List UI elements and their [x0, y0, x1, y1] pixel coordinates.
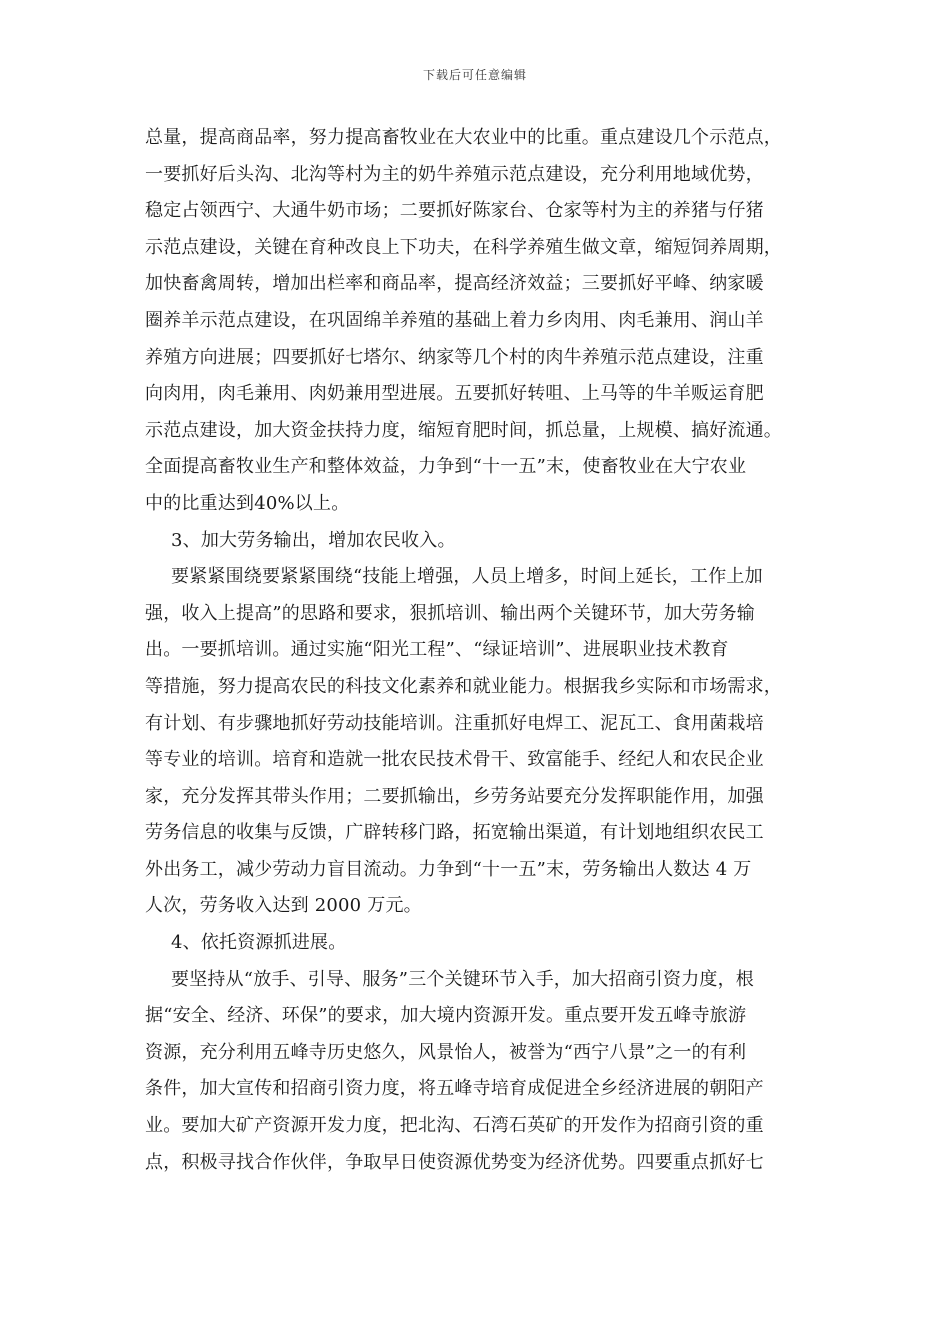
text-line: 稳定占领西宁、大通牛奶市场；二要抓好陈家台、仓家等村为主的养猪与仔猪: [145, 200, 764, 222]
text-line: 总量，提高商品率，努力提高畜牧业在大农业中的比重。重点建设几个示范点，: [145, 127, 782, 148]
text-line: 据“安全、经济、环保”的要求，加大境内资源开发。重点要开发五峰寺旅游: [145, 1005, 747, 1027]
section-heading: 3、加大劳务输出，增加农民收入。: [171, 529, 456, 551]
text-line: 示范点建设，加大资金扶持力度，缩短育肥时间，抓总量，上规模、搞好流通。: [145, 419, 782, 441]
text-line: 强，收入上提高”的思路和要求，狠抓培训、输出两个关键环节，加大劳务输: [145, 602, 755, 624]
text-line: 示范点建设，关键在育种改良上下功夫，在科学养殖生做文章，缩短饲养周期，: [145, 236, 782, 258]
text-line: 人次，劳务收入达到 2000 万元。: [145, 895, 422, 917]
text-line: 点，积极寻找合作伙伴，争取早日使资源优势变为经济优势。四要重点抓好七: [145, 1151, 764, 1173]
text-line: 中的比重达到40%以上。: [145, 492, 350, 514]
text-line: 等专业的培训。培育和造就一批农民技术骨干、致富能手、经纪人和农民企业: [145, 749, 764, 771]
document-body: [145, 120, 817, 1181]
text-line: 外出务工，减少劳动力盲目流动。力争到“十一五”末，劳务输出人数达 4 万: [145, 858, 752, 880]
page-header: 下载后可任意编辑: [422, 68, 527, 82]
text-line: 劳务信息的收集与反馈，广辟转移门路，拓宽输出渠道，有计划地组织农民工: [145, 822, 764, 844]
text-line: 等措施，努力提高农民的科技文化素养和就业能力。根据我乡实际和市场需求，: [145, 675, 782, 697]
text-line: 向肉用，肉毛兼用、肉奶兼用型进展。五要抓好转咀、上马等的牛羊贩运育肥: [145, 383, 764, 405]
text-line: 圈养羊示范点建设，在巩固绵羊养殖的基础上着力乡肉用、肉毛兼用、润山羊: [145, 309, 764, 331]
text-line: 一要抓好后头沟、北沟等村为主的奶牛养殖示范点建设，充分利用地域优势，: [145, 163, 764, 185]
text-line: 养殖方向进展；四要抓好七塔尔、纳家等几个村的肉牛养殖示范点建设，注重: [145, 346, 764, 368]
text-line: 资源，充分利用五峰寺历史悠久，风景怡人，被誉为“西宁八景”之一的有利: [145, 1041, 747, 1063]
text-line: 全面提高畜牧业生产和整体效益，力争到“十一五”末，使畜牧业在大宁农业: [145, 456, 747, 478]
text-line: 家，充分发挥其带头作用；二要抓输出，乡劳务站要充分发挥职能作用，加强: [145, 785, 764, 807]
text-line: 要坚持从“放手、引导、服务”三个关键环节入手，加大招商引资力度，根: [171, 968, 755, 990]
text-line: 条件，加大宣传和招商引资力度，将五峰寺培育成促进全乡经济进展的朝阳产: [145, 1078, 764, 1100]
text-line: 有计划、有步骤地抓好劳动技能培训。注重抓好电焊工、泥瓦工、食用菌栽培: [145, 712, 764, 734]
text-line: 加快畜禽周转，增加出栏率和商品率，提高经济效益；三要抓好平峰、纳家暖: [145, 273, 764, 295]
section-heading: 4、依托资源抓进展。: [171, 932, 347, 954]
text-line: 业。要加大矿产资源开发力度，把北沟、石湾石英矿的开发作为招商引资的重: [145, 1115, 764, 1137]
text-line: 要紧紧围绕要紧紧围绕“技能上增强，人员上增多，时间上延长，工作上加: [171, 566, 763, 588]
text-line: 出。一要抓培训。通过实施“阳光工程”、“绿证培训”、进展职业技术教育: [145, 639, 729, 661]
